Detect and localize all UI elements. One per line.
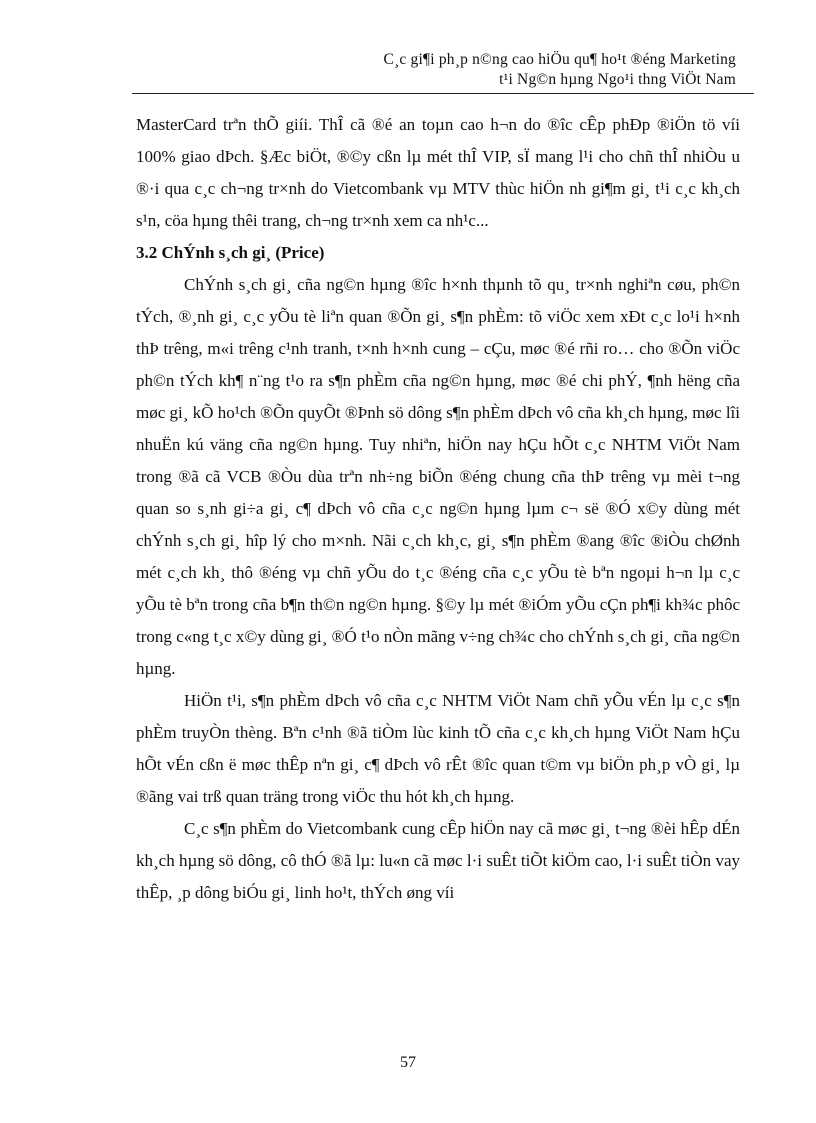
paragraph-vietcombank-products: C¸c s¶n phÈm do Vietcombank cung cÊp hiÖn nay cã møc gi¸ t¬ng ®èi hÊp dÉn kh¸ch hµng sö dông, cô thÓ ®ã lµ: lu«n cã møc l·i suÊt tiÕt kiÖm cao, l·i suÊt tiÒn vay thÊp, ¸p dông biÓu gi¸ linh ho¹t, thÝch øng víi	[136, 819, 740, 902]
section-heading-price: 3.2 ChÝnh s¸ch gi¸ (Price)	[136, 243, 325, 262]
header-line-1: C¸c gi¶i ph¸p n©ng cao hiÖu qu¶ ho¹t ®éng Marketing	[383, 51, 736, 68]
paragraph-mastercard: MasterCard trªn thÕ giíi. ThÎ cã ®é an toµn cao h¬n do ®îc cÊp phÐp ®iÖn tö víi 100% giao dÞch. §Æc biÖt, ®©y cßn lµ mét thÎ VIP, sÏ mang l¹i cho chñ thÎ nhiÒu u ®·i qua c¸c ch¬ng tr×nh do Vietcombank vµ MTV thùc hiÖn nh gi¶m gi¸ t¹i c¸c kh¸ch s¹n, cöa hµng thêi trang, ch¬ng tr×nh xem ca nh¹c...	[136, 115, 740, 230]
page-number: 57	[400, 1054, 416, 1071]
paragraph-pricing-policy: ChÝnh s¸ch gi¸ cña ng©n hµng ®îc h×nh thµnh tõ qu¸ tr×nh nghiªn cøu, ph©n tÝch, ®¸nh gi¸ c¸c yÕu tè liªn quan ®Õn gi¸ s¶n phÈm: tõ viÖc xem xÐt c¸c lo¹i h×nh thÞ trêng, m«i trêng c¹nh tranh, t×nh h×nh cung – cÇu, møc ®é rñi ro… cho ®Õn viÖc ph©n tÝch kh¶ n¨ng t¹o ra s¶n phÈm cña ng©n hµng, møc ®é chi phÝ, ¶nh hëng cña møc gi¸ kÕ ho¹ch ®Õn quyÕt ®Þnh sö dông s¶n phÈm dÞch vô cña kh¸ch hµng, møc lîi nhuËn kú väng cña ng©n hµng. Tuy nhiªn, hiÖn nay hÇu hÕt c¸c NHTM ViÖt Nam trong ®ã cã VCB ®Òu dùa trªn nh÷ng biÕn ®éng chung cña thÞ trêng vµ mèi t¬ng quan so s¸nh gi÷a gi¸ c¶ dÞch vô cña c¸c ng©n hµng lµm c¬ së ®Ó x©y dùng mét chÝnh s¸ch gi¸ hîp lý cho m×nh. Nãi c¸ch kh¸c, gi¸ s¶n phÈm ®ang ®îc ®iÒu chØnh mét c¸ch kh¸ thô ®éng vµ chñ yÕu do t¸c ®éng cña c¸c yÕu tè bªn ngoµi h¬n lµ c¸c yÕu tè bªn trong cña b¶n th©n ng©n hµng. §©y lµ mét ®iÓm yÕu cÇn ph¶i kh¾c phôc trong c«ng t¸c x©y dùng gi¸ ®Ó t¹o nÒn mãng v÷ng ch¾c cho chÝnh s¸ch gi¸ cña ng©n hµng.	[136, 275, 740, 678]
header-rule	[132, 93, 754, 94]
header-line-2: t¹i Ng©n hµng Ngo¹i thng ViÖt Nam	[499, 71, 736, 88]
paragraph-current-products: HiÖn t¹i, s¶n phÈm dÞch vô cña c¸c NHTM ViÖt Nam chñ yÕu vÉn lµ c¸c s¶n phÈm truyÒn thèng. Bªn c¹nh ®ã tiÒm lùc kinh tÕ cña c¸c kh¸ch hµng ViÖt Nam hÇu hÕt vÉn cßn ë møc thÊp nªn gi¸ c¶ dÞch vô rÊt ®îc quan t©m vµ biÖn ph¸p vÒ gi¸ lµ ®ãng vai trß quan träng trong viÖc thu hót kh¸ch hµng.	[136, 691, 740, 806]
running-header	[176, 50, 736, 90]
body-text	[136, 109, 740, 909]
